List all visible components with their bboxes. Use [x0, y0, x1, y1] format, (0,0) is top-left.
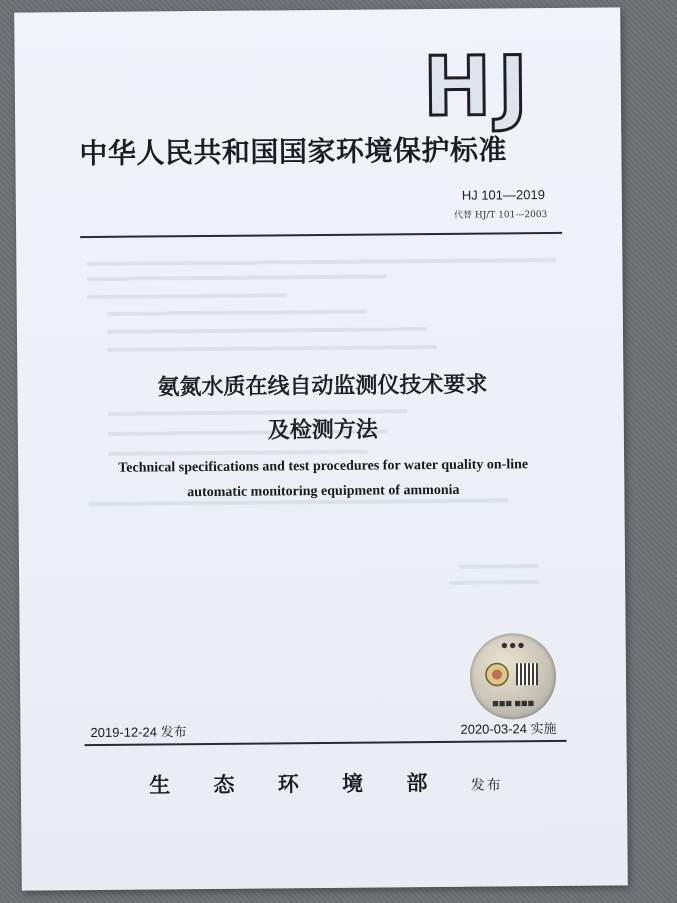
- title-cn-line2: 及检测方法: [267, 417, 378, 444]
- publisher-suffix: 发布: [470, 777, 503, 794]
- standard-cover-page: [14, 7, 628, 890]
- show-through-line: [449, 580, 539, 585]
- show-through-line: [459, 564, 539, 569]
- show-through-line: [107, 327, 427, 334]
- show-through-line: [86, 258, 556, 266]
- title-en-line1: Technical specifications and test procedures for water quality on-line: [118, 457, 529, 476]
- hj-logo: HJ: [422, 39, 535, 136]
- show-through-line: [87, 293, 287, 299]
- title-cn-line1: 氨氮水质在线自动监测仪技术要求: [157, 372, 488, 401]
- publisher-name: 生 态 环 境 部: [149, 769, 446, 798]
- emblem-icon: [484, 661, 510, 687]
- title-en-line2: automatic monitoring equipment of ammonia: [187, 482, 460, 501]
- qr-code-icon: [516, 663, 538, 685]
- standard-category-title: 中华人民共和国国家环境保护标准: [79, 133, 508, 171]
- publisher-line: [85, 766, 567, 800]
- show-through-line: [107, 345, 437, 352]
- issue-date: 2019-12-24 发布: [90, 724, 187, 741]
- seal-text: ■■■ ■■■: [492, 699, 535, 708]
- show-through-line: [86, 274, 386, 281]
- seal-text: ● ● ●: [501, 641, 525, 650]
- anti-counterfeit-seal: [470, 633, 557, 720]
- effective-date: 2020-03-24 实施: [460, 720, 557, 737]
- replaces-standard: 代替 HJ/T 101—2003: [453, 210, 548, 221]
- standard-number: HJ 101—2019: [461, 187, 545, 203]
- show-through-line: [107, 310, 367, 316]
- bottom-divider: [85, 740, 567, 746]
- top-divider: [80, 232, 562, 238]
- show-through-line: [108, 450, 368, 456]
